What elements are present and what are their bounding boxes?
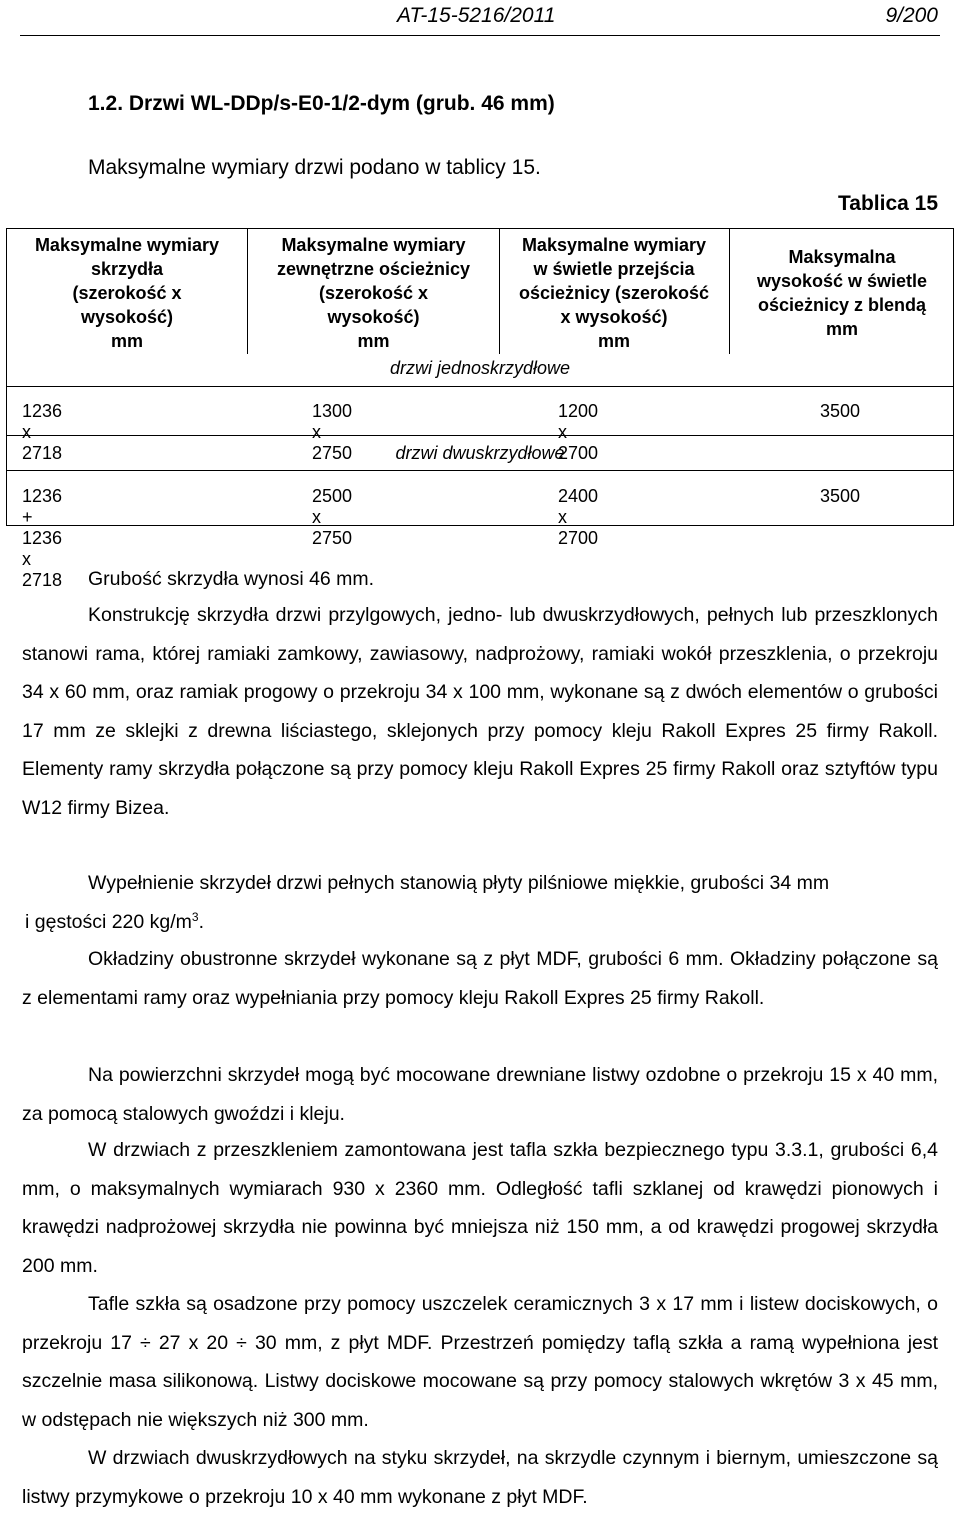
paragraph-dwuskrzydlowe — [22, 1439, 938, 1516]
header-cell-zewnetrzne: Maksymalne wymiary zewnętrzne ościeżnicy (szerokość x wysokość) mm — [276, 235, 471, 351]
wypelnienie-line-2: i gęstości 220 $kg/m^3$. — [25, 909, 205, 933]
paragraph-szklo-text: W drzwiach z przeszkleniem zamontowana jest tafla szkła bezpiecznego typu 3.3.1, grubości 6,4 mm, o maksymalnych wymiarach 930 x 2360 mm. Odległość tafli szklanej od krawędzi pionowych i krawędzi nadprożowej skrzydła nie powinna być mniejsza niż 150 mm, a od krawędzi progowej skrzydła 200 mm. — [22, 1139, 938, 1277]
group-rule-1 — [6, 386, 954, 387]
paragraph-konstrukcja-text: Konstrukcję skrzydła drzwi przylgowych, jedno- lub dwuskrzydłowych, pełnych lub przeszklonych stanowi rama, której ramiaki zamkowy, zawiasowy, nadprożowy, ramiaki wokół przeszklenia, o przekroju 34 x 60 mm, oraz ramiak progowy o przekroju 34 x 100 mm, wykonane są z dwóch elementów o grubości 17 mm ze sklejki z drewna liściastego, sklejonych przy pomocy kleju Rakoll Expres 25 firmy Rakoll. Elementy ramy skrzydła połączone są przy pomocy kleju Rakoll Expres 25 firmy Rakoll oraz sztyftów typu W12 firmy Bizea. — [22, 604, 938, 819]
paragraph-wypelnienie — [22, 864, 938, 941]
cell-przejscie: 2400 x 2700 — [558, 486, 599, 548]
header-rule — [20, 35, 940, 36]
document-number: AT-15-5216/2011 — [397, 4, 556, 27]
group-label-dwuskrzydlowe: drzwi dwuskrzydłowe — [395, 443, 565, 463]
header-cell-przejscie: Maksymalne wymiary w świetle przejścia ościeżnicy (szerokość x wysokość) mm — [518, 235, 710, 351]
header-cell-wysokosc-blenda: Maksymalna wysokość w świetle ościeżnicy z blendą mm — [756, 247, 928, 339]
cell-wysokosc: 3500 — [820, 486, 861, 506]
cell-zewnetrzne: 1300 x 2750 — [312, 401, 353, 463]
header-divider-1 — [247, 228, 248, 354]
paragraph-dwuskrzydlowe-text: W drzwiach dwuskrzydłowych na styku skrzydeł, na skrzydle czynnym i biernym, umieszczone są listwy przymykowe o przekroju 10 x 40 mm wykonane z płyt MDF. — [22, 1447, 938, 1508]
header-divider-3 — [729, 228, 730, 354]
table-caption: Tablica 15 — [838, 192, 938, 215]
paragraph-szklo — [22, 1131, 938, 1285]
paragraph-tafle — [22, 1285, 938, 1439]
cell-skrzydlo: 1236 + 1236 x 2718 — [22, 486, 63, 590]
wypelnienie-line-1: Wypełnienie skrzydeł drzwi pełnych stanowią płyty pilśniowe miękkie, grubości 34 mm — [88, 872, 830, 894]
division-sign-icon: ÷ — [236, 1331, 247, 1354]
cell-skrzydlo: 1236 x 2718 — [22, 401, 63, 463]
table-rule-top — [6, 228, 954, 229]
section-title: 1.2. Drzwi WL-DDp/s-E0-1/2-dym (grub. 46 mm) — [88, 92, 555, 115]
table-rule-bottom — [6, 525, 954, 526]
cell-przejscie: 1200 x 2700 — [558, 401, 599, 463]
intro-text: Maksymalne wymiary drzwi podano w tablicy 15. — [88, 156, 541, 179]
paragraph-listwy — [22, 1056, 938, 1133]
page-number: 9/200 — [885, 4, 938, 27]
division-sign-icon: ÷ — [140, 1331, 151, 1354]
group-rule-2 — [6, 435, 954, 436]
paragraph-tafle-text: Tafle szkła są osadzone przy pomocy uszczelek ceramicznych 3 x 17 mm i listew dociskowych, o przekroju 17 ÷ 27 x 20 ÷ 30 mm, z płyt MDF. Przestrzeń pomiędzy taflą szkła a ramą wypełniona jest szczelnie masa silikonową. Listwy dociskowe mocowane są przy pomocy stalowych wkrętów 3 x 45 mm, w odstępach nie większych niż 300 mm. — [22, 1293, 939, 1431]
header-cell-skrzydlo: Maksymalne wymiary skrzydła (szerokość x wysokość) mm — [34, 235, 220, 351]
paragraph-grubosc: Grubość skrzydła wynosi 46 mm. — [88, 568, 375, 590]
cell-wysokosc: 3500 — [820, 401, 861, 421]
paragraph-okladziny — [22, 940, 938, 1017]
page-header — [0, 2, 960, 32]
group-label-jednoskrzydlowe: drzwi jednoskrzydłowe — [389, 358, 571, 378]
paragraph-okladziny-text: Okładziny obustronne skrzydeł wykonane są z płyt MDF, grubości 6 mm. Okładziny połączone są z elementami ramy oraz wypełniania przy pomocy kleju Rakoll Expres 25 firmy Rakoll. — [22, 948, 938, 1009]
cell-zewnetrzne: 2500 x 2750 — [312, 486, 353, 548]
group-rule-3 — [6, 470, 954, 471]
paragraph-konstrukcja — [22, 596, 938, 827]
paragraph-listwy-text: Na powierzchni skrzydeł mogą być mocowane drewniane listwy ozdobne o przekroju 15 x 40 mm, za pomocą stalowych gwoździ i kleju. — [22, 1064, 938, 1125]
